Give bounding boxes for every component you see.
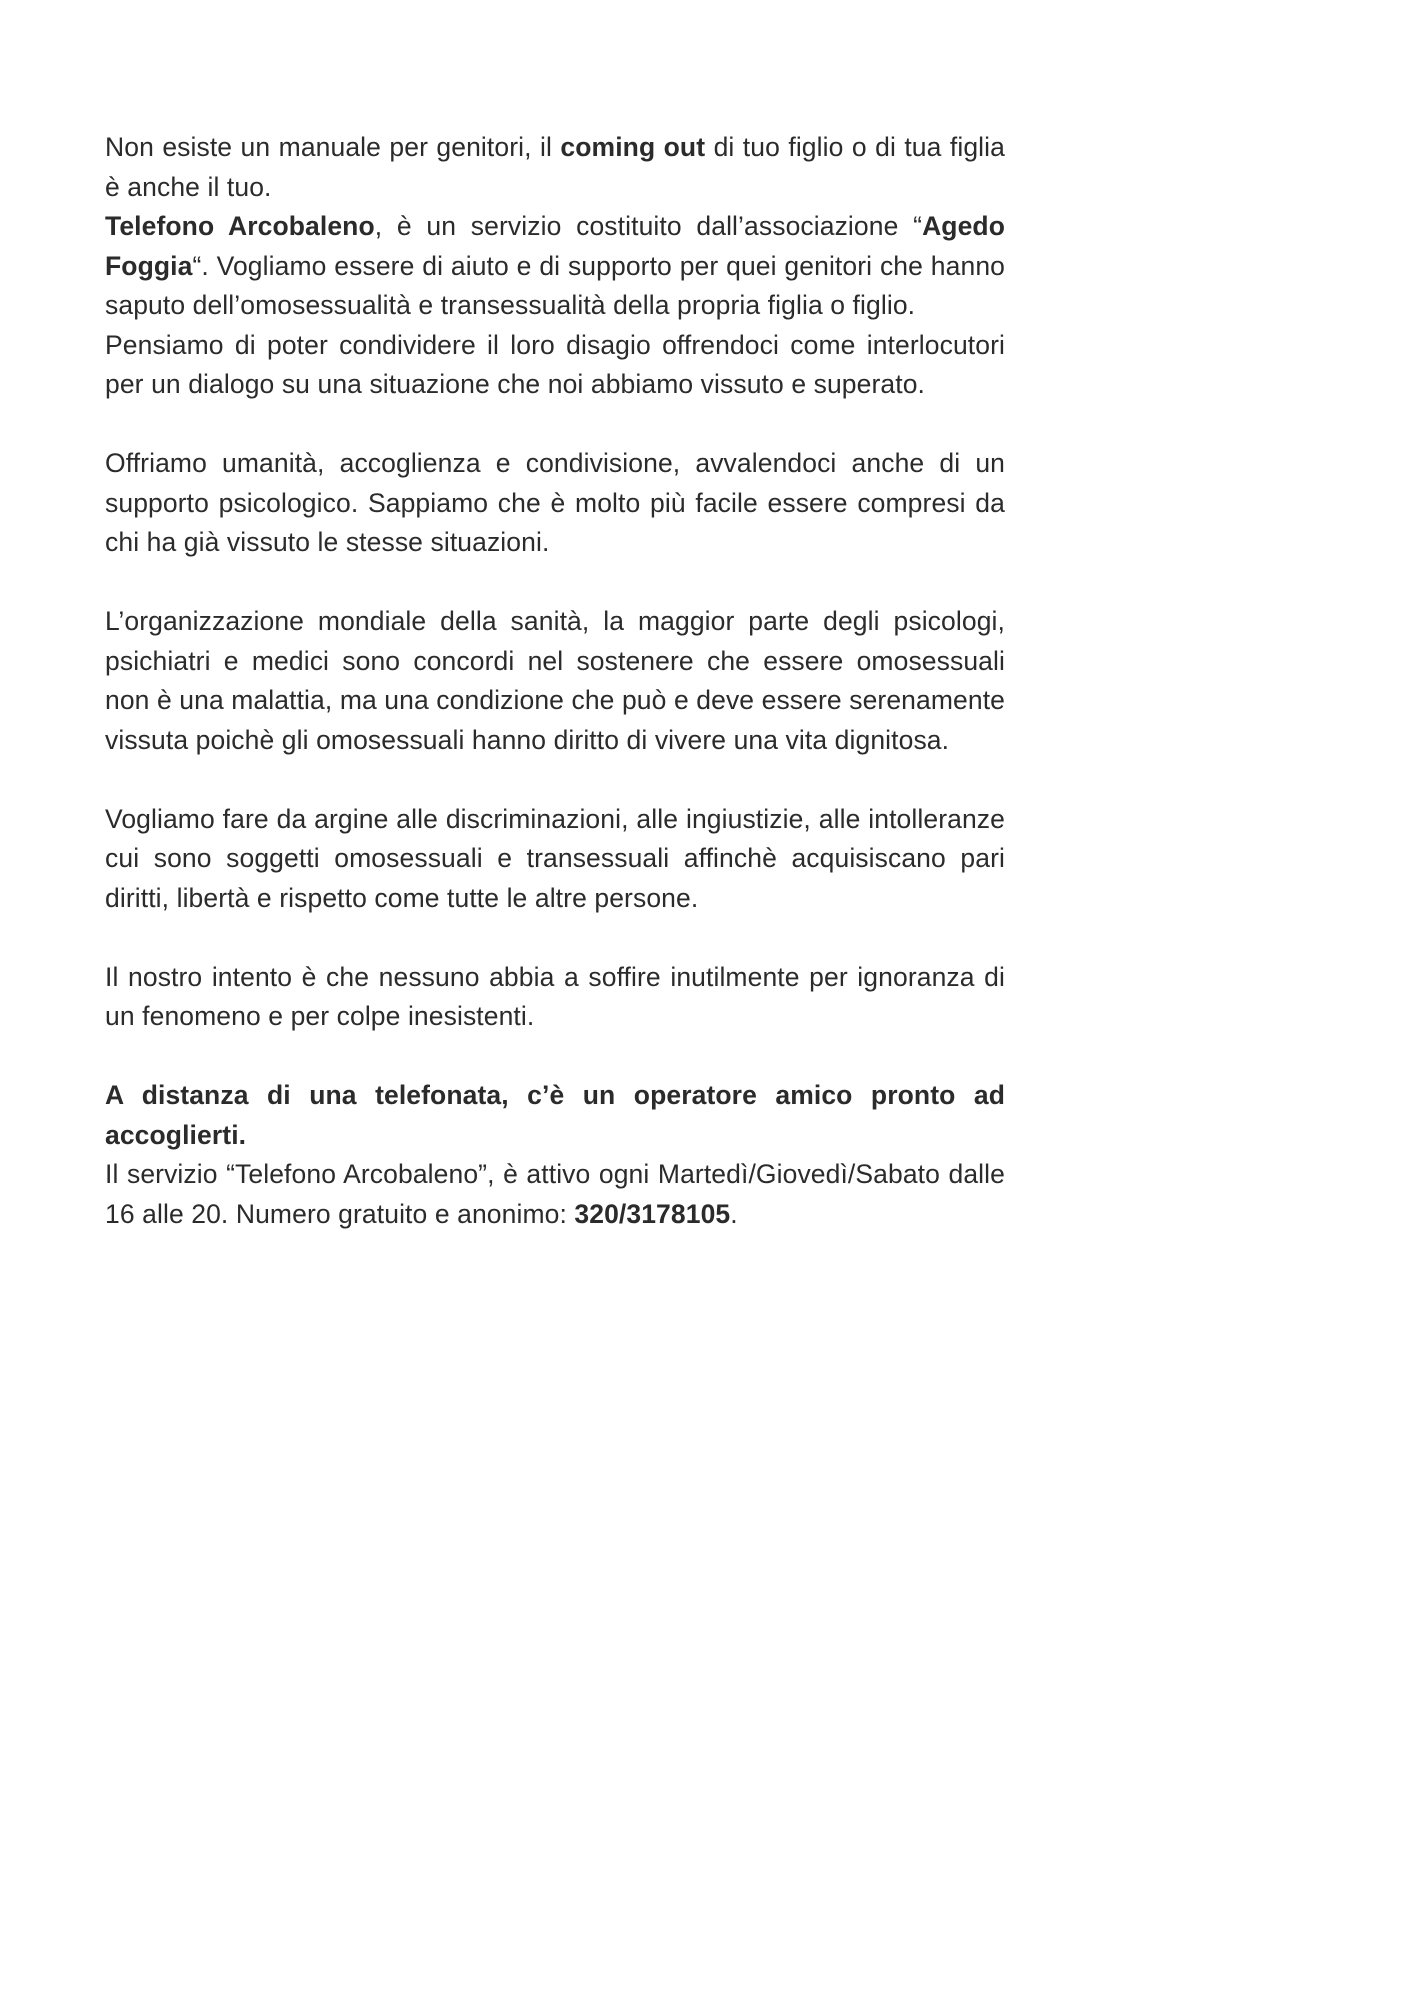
paragraph-intro bbox=[105, 128, 1005, 207]
text-run: Non esiste un manuale per genitori, il bbox=[105, 132, 561, 162]
paragraph-telefono-arcobaleno bbox=[105, 207, 1005, 326]
text-run: . bbox=[730, 1198, 738, 1229]
text-run-emphasis: 320/3178105 bbox=[574, 1198, 731, 1229]
text-run-emphasis: A distanza di una telefonata, c’è un operatore amico pronto ad accoglierti. bbox=[105, 1080, 1005, 1150]
paragraph-orari-e-numero bbox=[105, 1155, 1005, 1234]
paragraph-intento bbox=[105, 958, 1005, 1037]
text-run-emphasis: Telefono Arcobaleno bbox=[105, 211, 375, 241]
text-run: Il nostro intento è che nessuno abbia a soffire inutilmente per ignoranza di un fenomeno e per colpe inesistenti. bbox=[105, 961, 1005, 1031]
text-run: “. Vogliamo essere di aiuto e di supporto per quei genitori che hanno saputo dell’omosessualità e transessualità della propria figlia o figlio. bbox=[105, 250, 1005, 320]
text-run: Pensiamo di poter condividere il loro disagio offrendoci come interlocutori per un dialogo su una situazione che noi abbiamo vissuto e superato. bbox=[105, 329, 1005, 399]
paragraph-organizzazione bbox=[105, 602, 1005, 760]
text-run: , è un servizio costituito dall’associazione “ bbox=[374, 211, 923, 241]
document-body bbox=[105, 128, 1005, 1234]
paragraph-argine bbox=[105, 800, 1005, 919]
text-run-emphasis: coming out bbox=[560, 132, 706, 162]
text-run: L’organizzazione mondiale della sanità, la maggior parte degli psicologi, psichiatri e medici sono concordi nel sostenere che essere omosessuali non è una malattia, ma una condizione che può e deve essere serenamente vissuta poichè gli omosessuali hanno diritto di vivere una vita dignitosa. bbox=[105, 606, 1005, 755]
text-run: Vogliamo fare da argine alle discriminazioni, alle ingiustizie, alle intolleranze cui sono soggetti omosessuali e transessuali affinchè acquisiscano pari diritti, libertà e rispetto come tutte le altre persone. bbox=[105, 803, 1005, 913]
text-run: di tuo figlio o di tua figlia è anche il tuo. bbox=[105, 132, 1005, 202]
paragraph-offriamo bbox=[105, 444, 1005, 563]
text-run: Il servizio “Telefono Arcobaleno”, è attivo ogni Martedì/Giovedì/Sabato dalle 16 alle 20. Numero gratuito e anonimo: bbox=[105, 1159, 1005, 1229]
text-run-emphasis: Agedo Foggia bbox=[105, 211, 1005, 281]
paragraph-pensiamo bbox=[105, 326, 1005, 405]
text-run: Offriamo umanità, accoglienza e condivisione, avvalendoci anche di un supporto psicologico. Sappiamo che è molto più facile essere compresi da chi ha già vissuto le stesse situazioni. bbox=[105, 448, 1005, 557]
paragraph-call-to-action bbox=[105, 1076, 1005, 1155]
